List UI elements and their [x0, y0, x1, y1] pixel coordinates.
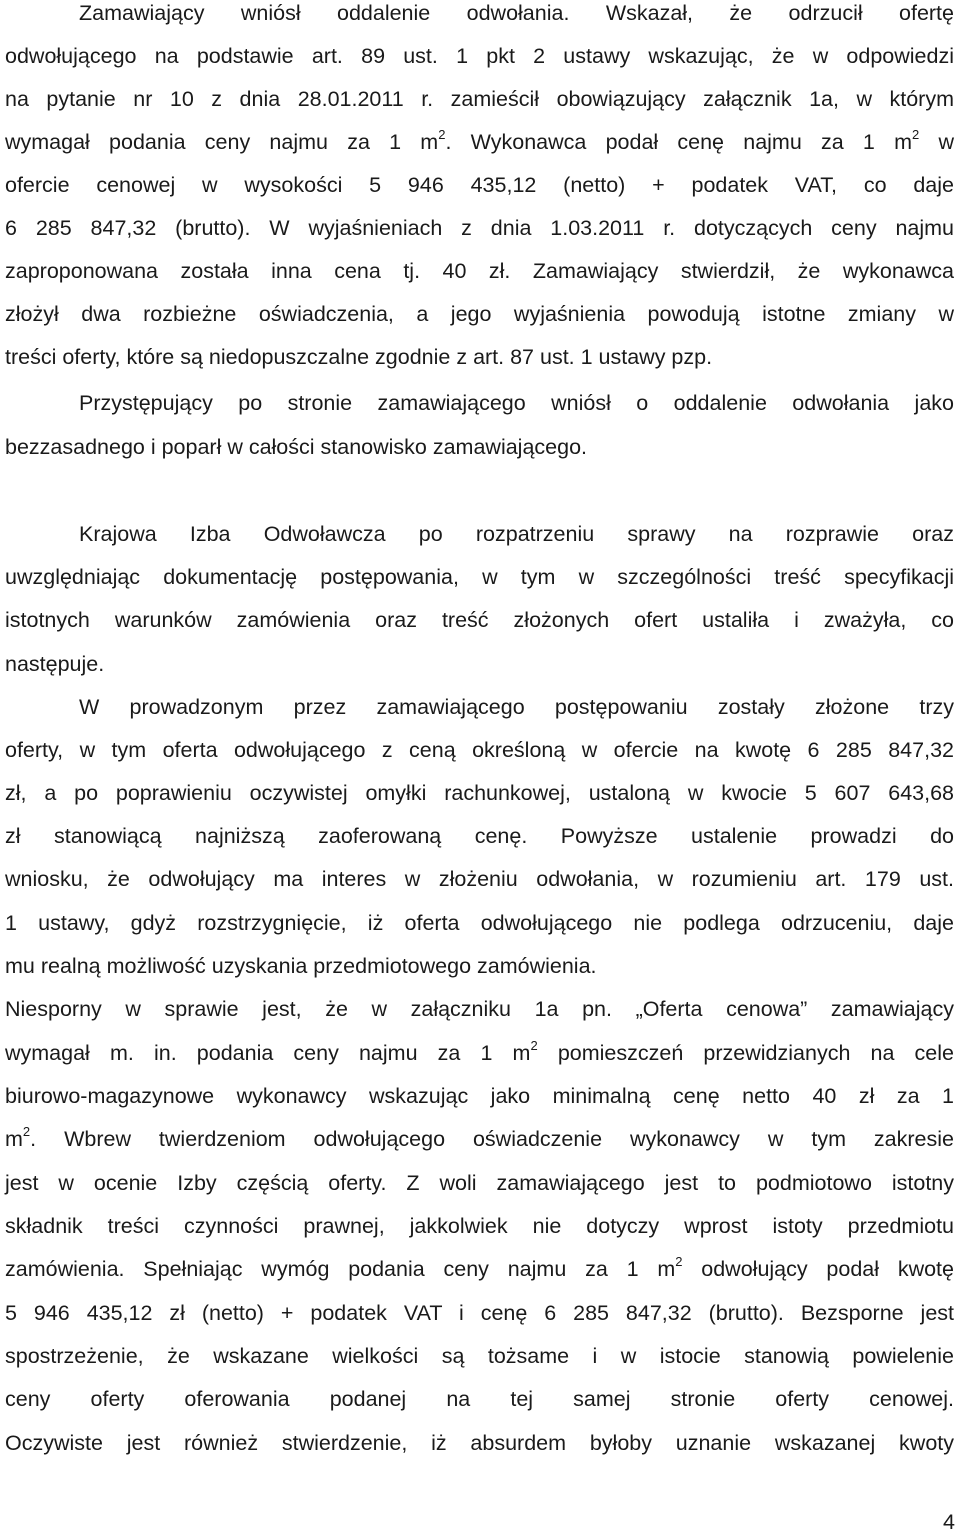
- text-run: bezzasadnego i poparł w całości stanowisko zamawiającego.: [5, 435, 588, 459]
- text-run: spostrzeżenie, że wskazane wielkości są tożsame i w istocie stanowią powielenie: [5, 1344, 954, 1368]
- text-run: m: [5, 1127, 23, 1151]
- text-run: ceny oferty oferowania podanej na tej samej stronie oferty cenowej.: [5, 1387, 954, 1411]
- text-run: uwzględniając dokumentację postępowania, w tym w szczególności treść specyfikacji: [5, 565, 954, 589]
- text-line: [5, 1253, 954, 1282]
- page-number: 4: [943, 1510, 955, 1534]
- text-line: [5, 1083, 954, 1109]
- superscript: 2: [912, 126, 920, 142]
- text-line: [5, 215, 954, 241]
- text-line: [5, 780, 954, 806]
- text-line: [5, 126, 955, 155]
- text-run: 6 285 847,32 (brutto). W wyjaśnieniach z dnia 1.03.2011 r. dotyczących ceny najmu: [5, 216, 954, 240]
- text-run: istotnych warunków zamówienia oraz treść złożonych ofert ustaliła i zważyła, co: [5, 608, 954, 632]
- text-run: biurowo-magazynowe wykonawcy wskazując jako minimalną cenę netto 40 zł za 1: [5, 1084, 954, 1108]
- text-line: [5, 866, 954, 892]
- text-run: wniosku, że odwołujący ma interes w złożeniu odwołania, w rozumieniu art. 179 ust.: [5, 867, 954, 891]
- text-run: treści oferty, które są niedopuszczalne zgodnie z art. 87 ust. 1 ustawy pzp.: [5, 345, 713, 369]
- text-run: zaproponowana została inna cena tj. 40 zł. Zamawiający stwierdził, że wykonawca: [5, 259, 954, 283]
- text-line: [5, 651, 954, 677]
- text-line: [5, 1300, 954, 1326]
- superscript: 2: [675, 1253, 683, 1269]
- superscript: 2: [22, 1123, 31, 1139]
- text-line: [5, 564, 954, 590]
- text-line: [5, 0, 954, 26]
- text-run: oferty, w tym oferta odwołującego z ceną określoną w ofercie na kwotę 6 285 847,32: [5, 738, 954, 762]
- text-line: [5, 694, 954, 720]
- text-line: [5, 1343, 954, 1369]
- text-run: ofercie cenowej w wysokości 5 946 435,12 (netto) + podatek VAT, co daje: [5, 173, 954, 197]
- text-run: na pytanie nr 10 z dnia 28.01.2011 r. zamieścił obowiązujący załącznik 1a, w którym: [5, 87, 954, 111]
- text-run: Krajowa Izba Odwoławcza po rozpatrzeniu sprawy na rozprawie oraz: [79, 522, 954, 546]
- text-line: [5, 823, 954, 849]
- text-run: . Wbrew twierdzeniom odwołującego oświadczenie wykonawcy w tym zakresie: [30, 1127, 954, 1151]
- text-line: [5, 344, 954, 370]
- superscript: 2: [438, 126, 446, 142]
- superscript: 2: [530, 1037, 538, 1053]
- text-run: 5 946 435,12 zł (netto) + podatek VAT i cenę 6 285 847,32 (brutto). Bezsporne jest: [5, 1301, 954, 1325]
- text-run: zł, a po poprawieniu oczywistej omyłki rachunkowej, ustaloną w kwocie 5 607 643,68: [5, 781, 954, 805]
- text-run: W prowadzonym przez zamawiającego postępowaniu zostały złożone trzy: [79, 695, 954, 719]
- text-line: [5, 1123, 954, 1152]
- text-run: jest w ocenie Izby częścią oferty. Z woli zamawiającego jest to podmiotowo istotny: [5, 1171, 954, 1195]
- text-run: odwołującego na podstawie art. 89 ust. 1 pkt 2 ustawy wskazując, że w odpowiedzi: [5, 44, 954, 68]
- text-run: wymagał m. in. podania ceny najmu za 1 m: [5, 1041, 531, 1065]
- text-run: Oczywiste jest również stwierdzenie, iż absurdem byłoby uznanie wskazanej kwoty: [5, 1431, 954, 1455]
- text-run: złożył dwa rozbieżne oświadczenia, a jego wyjaśnienia powodują istotne zmiany w: [5, 302, 954, 326]
- text-line: [5, 1213, 954, 1239]
- text-line: [5, 258, 954, 284]
- text-run: zł stanowiącą najniższą zaoferowaną cenę. Powyższe ustalenie prowadzi do: [5, 824, 954, 848]
- text-line: [5, 434, 954, 460]
- text-line: [5, 172, 954, 198]
- text-run: zamówienia. Spełniając wymóg podania ceny najmu za 1 m: [5, 1257, 676, 1281]
- text-line: [5, 737, 954, 763]
- text-run: Niesporny w sprawie jest, że w załączniku 1a pn. „Oferta cenowa” zamawiający: [5, 997, 954, 1021]
- text-line: [5, 953, 954, 979]
- text-line: [5, 1037, 954, 1066]
- text-run: Zamawiający wniósł oddalenie odwołania. Wskazał, że odrzucił ofertę: [79, 1, 954, 25]
- text-line: [5, 1170, 954, 1196]
- text-line: [5, 301, 954, 327]
- text-line: [5, 910, 954, 936]
- text-line: [5, 1386, 954, 1412]
- text-line: [5, 996, 954, 1022]
- text-run: w: [919, 130, 955, 154]
- text-run: wymagał podania ceny najmu za 1 m: [5, 130, 439, 154]
- text-line: [5, 1430, 954, 1456]
- text-run: mu realną możliwość uzyskania przedmiotowego zamówienia.: [5, 954, 597, 978]
- text-line: [5, 86, 954, 112]
- text-run: . Wykonawca podał cenę najmu za 1 m: [445, 130, 913, 154]
- text-line: [5, 521, 954, 547]
- text-run: pomieszczeń przewidzianych na cele: [537, 1041, 954, 1065]
- text-line: [5, 390, 954, 416]
- text-run: odwołujący podał kwotę: [682, 1257, 954, 1281]
- text-line: [5, 43, 954, 69]
- text-run: Przystępujący po stronie zamawiającego wniósł o oddalenie odwołania jako: [79, 391, 954, 415]
- text-run: składnik treści czynności prawnej, jakkolwiek nie dotyczy wprost istoty przedmiotu: [5, 1214, 954, 1238]
- text-line: [5, 607, 954, 633]
- text-run: następuje.: [5, 652, 105, 676]
- text-run: 1 ustawy, gdyż rozstrzygnięcie, iż oferta odwołującego nie podlega odrzuceniu, daje: [5, 911, 954, 935]
